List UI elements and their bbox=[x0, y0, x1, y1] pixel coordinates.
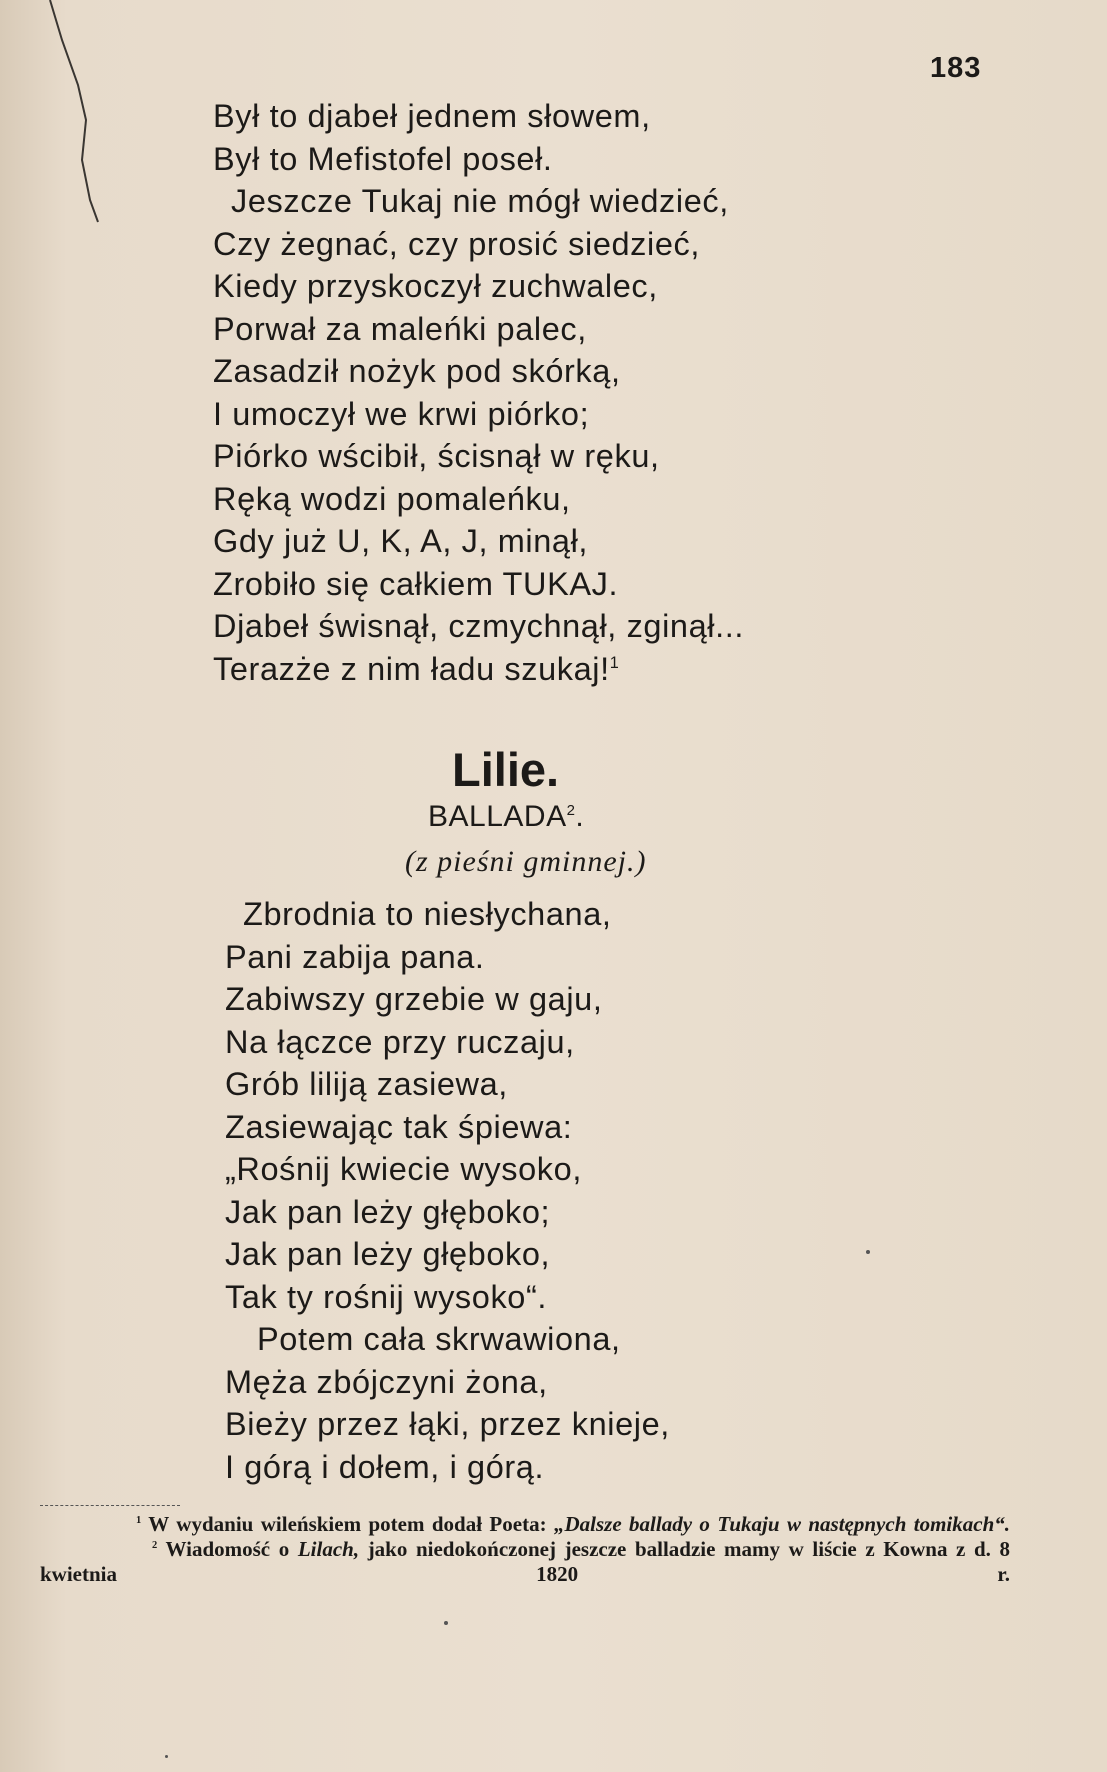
poem-subtitle: BALLADA$^2$. bbox=[428, 800, 585, 833]
verse-line: Męża zbójczyni żona, bbox=[225, 1363, 548, 1400]
verse-line: Na łączce przy ruczaju, bbox=[225, 1023, 575, 1060]
verse-line: Piórko wścibił, ścisnął w ręku, bbox=[213, 438, 660, 474]
verse-line: Terazże z nim ładu szukaj!$^1$ bbox=[213, 650, 620, 687]
verse-line: Gdy już U, K, A, J, minął, bbox=[213, 523, 589, 559]
verse-line: Kiedy przyskoczył zuchwalec, bbox=[213, 268, 658, 304]
verse-line: Potem cała skrwawiona, bbox=[257, 1321, 621, 1357]
paper-speck bbox=[444, 1621, 448, 1625]
verse-line: Zbrodnia to niesłychana, bbox=[243, 896, 612, 932]
verse-line: Zrobiło się całkiem TUKAJ. bbox=[213, 565, 619, 602]
verse-line: Ręką wodzi pomaleńku, bbox=[213, 480, 571, 517]
footnote-mark: 1 bbox=[136, 1515, 142, 1526]
verse-line: Zabiwszy grzebie w gaju, bbox=[225, 981, 603, 1017]
verse-continuation bbox=[213, 95, 1033, 690]
verse-line: Jeszcze Tukaj nie mógł wiedzieć, bbox=[231, 183, 729, 219]
footnote-1: $^1$ W wydaniu wileńskiem potem dodał Poeta: „Dalsze ballady o Tukaju w następnych tomikach“. bbox=[136, 1512, 1011, 1536]
verse-line: Porwał za maleńki palec, bbox=[213, 310, 587, 347]
ballad-verse bbox=[225, 893, 1045, 1488]
verse-line: Tak ty rośnij wysoko“. bbox=[225, 1278, 548, 1315]
verse-line: Pani zabija pana. bbox=[225, 938, 485, 975]
verse-line: Bieży przez łąki, przez knieje, bbox=[225, 1406, 670, 1442]
verse-line: Czy żegnać, czy prosić siedzieć, bbox=[213, 225, 701, 262]
verse-line: Grób liliją zasiewa, bbox=[225, 1066, 508, 1102]
footnote-rule bbox=[40, 1505, 180, 1507]
page-edge-mark bbox=[0, 0, 120, 230]
footnote-mark: 2 bbox=[152, 1540, 158, 1551]
verse-line: Djabeł świsnął, czmychnął, zginął... bbox=[213, 608, 744, 644]
footnote-ref: 2 bbox=[566, 802, 576, 819]
verse-line: I umoczył we krwi piórko; bbox=[213, 395, 590, 432]
footnotes bbox=[40, 1512, 1010, 1587]
verse-line: Był to Mefistofel poseł. bbox=[213, 140, 553, 177]
page-number: 183 bbox=[930, 52, 982, 84]
verse-line: Zasiewając tak śpiewa: bbox=[225, 1108, 573, 1145]
poem-title: Lilie. bbox=[452, 743, 560, 796]
footnote-2: $^2$ Wiadomość o Lilach, jako niedokończonej jeszcze balladzie mamy w liście z Kowna z d. 8 kwietnia 1820 r. bbox=[40, 1537, 1011, 1586]
verse-line: Zasadził nożyk pod skórką, bbox=[213, 353, 621, 389]
poem-source: (z pieśni gminnej.) bbox=[405, 845, 647, 878]
verse-line: „Rośnij kwiecie wysoko, bbox=[225, 1151, 582, 1187]
verse-line: I górą i dołem, i górą. bbox=[225, 1448, 545, 1485]
paper-speck bbox=[866, 1250, 870, 1254]
verse-line: Jak pan leży głęboko, bbox=[225, 1236, 551, 1272]
paper-speck bbox=[165, 1755, 168, 1758]
verse-line: Był to djabeł jednem słowem, bbox=[213, 98, 651, 134]
footnote-ref: 1 bbox=[609, 653, 620, 672]
verse-line: Jak pan leży głęboko; bbox=[225, 1193, 551, 1230]
